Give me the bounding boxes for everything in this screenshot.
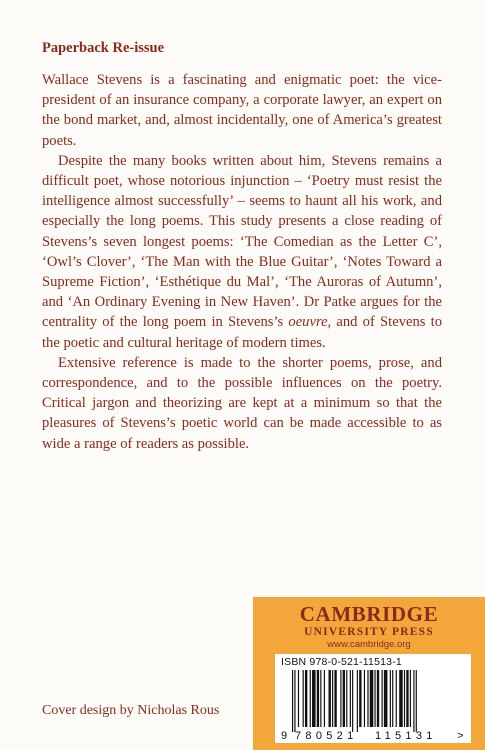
barcode-bar [343,670,345,727]
barcode-bar [332,670,333,727]
publisher-website: www.cambridge.org [327,639,411,650]
barcode-bars [292,670,417,732]
barcode-bar [410,670,411,727]
barcode-bar [413,670,414,732]
blurb-paragraph-2-italic: oeuvre, [288,314,332,331]
barcode-bar [370,670,374,727]
barcode-bar [312,670,316,727]
barcode-bar [305,670,307,727]
publisher-press: UNIVERSITY PRESS [304,626,434,638]
barcode-bar [359,670,361,727]
barcode-bar [399,670,403,727]
barcode-bar [406,670,408,727]
blurb-paragraph-3: Extensive reference is made to the shorter poems, prose, and correspondence, and to the possible influences on the poetry. Critical jargon and theorizing are kept at a minimum so that the pleasures of Stevens’s poetic world can be made accessible to as wide a range of readers as possible. [42,354,442,452]
barcode-bar [367,670,368,727]
barcode-bar [377,670,379,727]
barcode-bar [396,670,397,727]
barcode-bar [357,670,358,732]
barcode-bar [352,670,353,732]
blurb-paragraph-2 [42,151,442,353]
barcode-lead-digit: 9 [281,730,288,742]
barcode-bar [382,670,383,727]
barcode-bar [340,670,341,727]
barcode-bar [292,670,293,732]
barcode-bar [294,670,295,732]
isbn-label: ISBN 978-0-521-11513-1 [281,656,402,668]
barcode-digit-group-2: 115131 [375,730,437,742]
barcode-bar [374,670,375,727]
barcode-bar [317,670,319,727]
section-heading: Paperback Re-issue [42,40,165,56]
barcode-bar [303,670,304,727]
barcode-bar [350,670,351,727]
publisher-logo [253,603,485,651]
barcode-bar [404,670,405,727]
barcode-bar [298,670,299,727]
barcode-bar [390,670,391,727]
blurb-paragraph-1: Wallace Stevens is a fascinating and enigmatic poet: the vice-president of an insurance company, a corporate lawyer, an expert on the bond market, and, almost incidentally, one of America’s greatest poets. [42,72,442,149]
blurb-paragraph-2-part-b: and of Stevens to the poetic and cultural heritage of modern times. [42,314,443,351]
barcode-panel [275,654,471,743]
barcode-bar [392,670,393,727]
barcode-end-marker: > [457,730,464,742]
publisher-name: CAMBRIDGE [299,602,439,626]
barcode-bar [384,670,388,727]
barcode-bar [334,670,336,727]
barcode-bar [310,670,311,727]
cover-credit: Cover design by Nicholas Rous [42,703,220,718]
barcode-bar [364,670,365,727]
barcode-bar [324,670,325,727]
barcode-graphic [275,654,471,743]
barcode-bar [329,670,331,727]
blurb-text [42,70,442,454]
blurb-paragraph-2-part-a: Despite the many books written about him, Stevens remains a difficult poet, whose notorious injunction – ‘Poetry must resist the intelligence almost successfully’ – seems to haunt all his work, and especially the long poems. This study presents a close reading of Stevens’s seven longest poems: ‘The Comedian as the Letter C’, ‘Owl’s Clover’, ‘The Man with the Blue Guitar’, ‘Notes Toward a Supreme Fiction’, ‘Esthétique du Mal’, ‘The Auroras of Autumn’, and ‘An Ordinary Evening in New Haven’. Dr Patke argues for the centrality of the long poem in Stevens’s [42,152,442,331]
barcode-digit-group-1: 780521 [295,730,358,742]
barcode-bar [320,670,321,727]
barcode-bar [416,670,417,732]
barcode-bar [346,670,347,727]
publisher-box [253,597,485,750]
